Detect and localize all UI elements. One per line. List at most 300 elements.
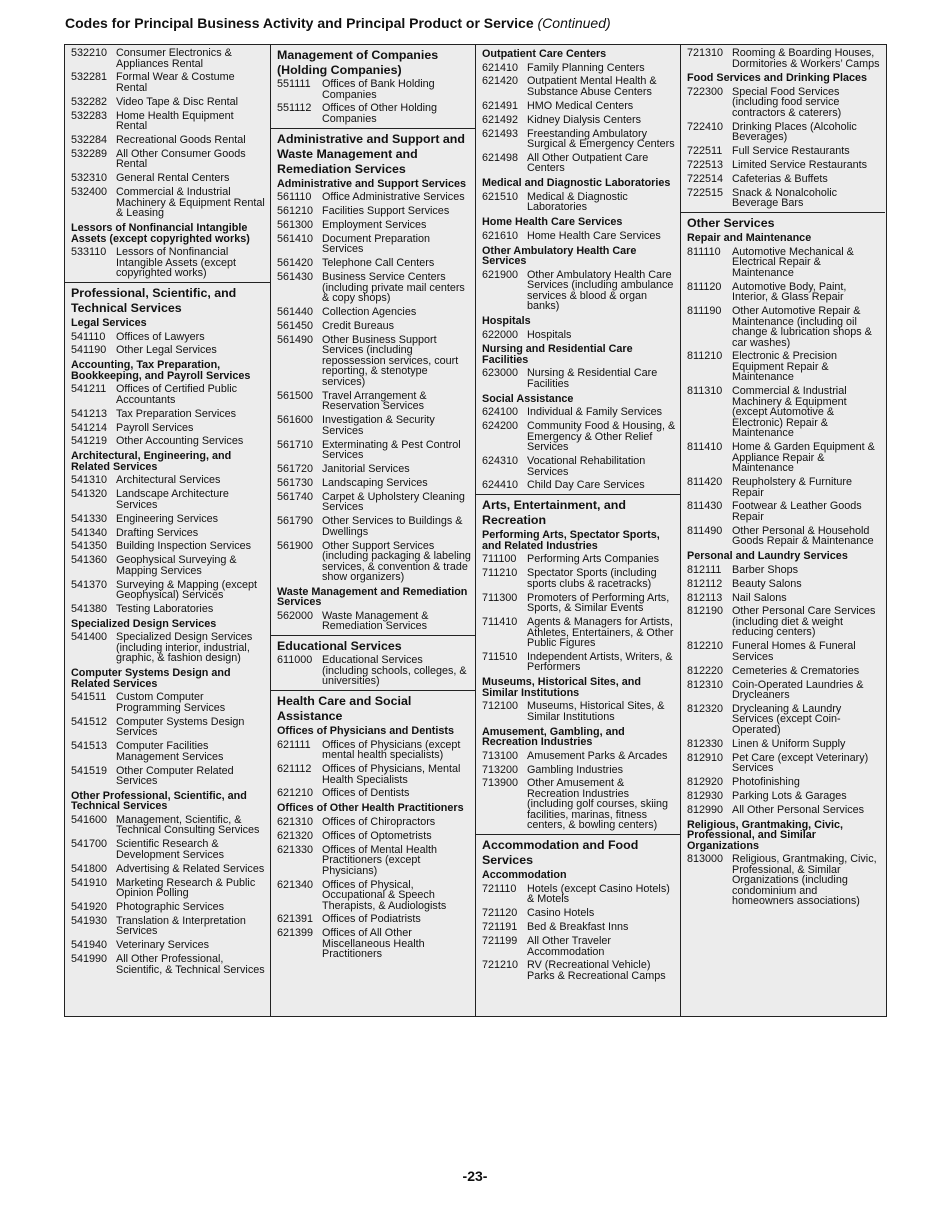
- code-entry: [681, 247, 885, 279]
- activity-code: 621493: [482, 127, 519, 140]
- activity-description: Surveying & Mapping (except Geophysical) Services: [116, 578, 258, 602]
- code-entry: [271, 335, 475, 388]
- code-entry: [681, 501, 885, 522]
- subsector-heading: Offices of Physicians and Dentists: [277, 725, 454, 738]
- code-entry: [681, 704, 885, 736]
- activity-description: Offices of Physicians, Mental Health Specialists: [322, 763, 461, 786]
- activity-code: 812190: [687, 605, 724, 618]
- activity-code: 621310: [277, 815, 314, 828]
- code-entry: [681, 160, 885, 171]
- activity-code: 561420: [277, 257, 314, 270]
- activity-description: Other Services to Buildings & Dwellings: [322, 515, 463, 538]
- activity-code: 813000: [687, 853, 724, 866]
- code-entry: [681, 593, 885, 604]
- code-entry: [65, 632, 270, 664]
- code-entry: [476, 922, 680, 933]
- activity-description: Testing Laboratories: [116, 603, 214, 616]
- activity-description: Nail Salons: [732, 591, 787, 604]
- sector-heading: Health Care and Social Assistance: [271, 690, 475, 725]
- activity-code: 811410: [687, 441, 723, 454]
- activity-code: 811190: [687, 305, 722, 318]
- activity-code: 621492: [482, 113, 519, 126]
- activity-description: Reupholstery & Furniture Repair: [732, 476, 853, 499]
- code-entry: [476, 617, 680, 649]
- code-entry: [681, 526, 885, 547]
- activity-code: 722410: [687, 120, 724, 133]
- code-entry: [65, 489, 270, 510]
- activity-code: 561210: [277, 205, 314, 218]
- activity-code: 541513: [71, 740, 108, 753]
- code-entry: [65, 916, 270, 937]
- subsector-heading: Accommodation: [482, 869, 567, 882]
- code-entry: [65, 475, 270, 486]
- activity-code: 532310: [71, 172, 108, 185]
- activity-code: 621391: [277, 913, 314, 926]
- subsector-heading: Performing Arts, Spectator Sports, and Related Industries: [482, 529, 660, 552]
- activity-description: Rooming & Boarding Houses, Dormitories & Workers’ Camps: [732, 47, 880, 70]
- activity-code: 622000: [482, 328, 519, 341]
- activity-description: Parking Lots & Garages: [732, 790, 847, 803]
- code-entry: [476, 115, 680, 126]
- activity-code: 713100: [482, 749, 519, 762]
- activity-description: Cemeteries & Crematories: [732, 664, 860, 677]
- activity-description: Educational Services (including schools, colleges, & universities): [322, 654, 467, 688]
- activity-description: Linen & Uniform Supply: [732, 737, 846, 750]
- activity-code: 812990: [687, 803, 724, 816]
- subsector-heading: Social Assistance: [482, 392, 574, 405]
- activity-code: 541211: [71, 383, 107, 396]
- codes-table: [64, 44, 887, 1017]
- activity-code: 621420: [482, 75, 519, 88]
- activity-code: 722515: [687, 186, 724, 199]
- activity-code: 561900: [277, 539, 314, 552]
- activity-code: 541360: [71, 554, 108, 567]
- column-2: [270, 45, 475, 1016]
- subsector-heading: Food Services and Drinking Places: [687, 72, 868, 85]
- activity-code: 721191: [482, 921, 518, 934]
- activity-description: Spectator Sports (including sports clubs & racetracks): [527, 567, 657, 590]
- activity-code: 541340: [71, 526, 108, 539]
- activity-description: All Other Personal Services: [732, 803, 865, 816]
- code-entry: [681, 777, 885, 788]
- code-entry: [65, 528, 270, 539]
- code-entry: [65, 345, 270, 356]
- code-entry: [681, 146, 885, 157]
- code-entry: [65, 839, 270, 860]
- activity-code: 711300: [482, 591, 518, 604]
- code-entry: [65, 815, 270, 836]
- activity-code: 624100: [482, 406, 519, 419]
- activity-code: 812210: [687, 640, 724, 653]
- activity-description: Individual & Family Services: [527, 406, 663, 419]
- activity-description: Specialized Design Services (including interior, industrial, graphic, & fashion design): [116, 631, 253, 665]
- code-entry: [681, 854, 885, 907]
- code-entry: [271, 541, 475, 583]
- activity-description: Other Personal & Household Goods Repair & Maintenance: [732, 524, 874, 548]
- activity-description: Bed & Breakfast Inns: [527, 921, 629, 934]
- code-entry: [476, 270, 680, 312]
- code-entry: [271, 464, 475, 475]
- activity-description: Pet Care (except Veterinary) Services: [732, 751, 869, 775]
- activity-description: All Other Outpatient Care Centers: [527, 151, 649, 175]
- activity-description: Gambling Industries: [527, 763, 624, 776]
- activity-description: Management, Scientific, & Technical Consulting Services: [116, 813, 260, 837]
- code-entry: [271, 391, 475, 412]
- activity-code: 621610: [482, 229, 519, 242]
- activity-code: 722514: [687, 172, 724, 185]
- activity-code: 532289: [71, 147, 108, 160]
- subsector-heading: Architectural, Engineering, and Related Services: [71, 450, 232, 473]
- activity-code: 541219: [71, 435, 108, 448]
- code-entry: [681, 477, 885, 498]
- activity-code: 811210: [687, 350, 723, 363]
- activity-description: Consumer Electronics & Appliances Rental: [116, 47, 232, 70]
- activity-description: All Other Consumer Goods Rental: [116, 147, 246, 171]
- activity-code: 561410: [277, 232, 314, 245]
- code-entry: [476, 368, 680, 389]
- activity-description: All Other Traveler Accommodation: [527, 935, 612, 958]
- code-entry: [65, 864, 270, 875]
- page-number: -23-: [462, 1168, 488, 1184]
- code-entry: [476, 593, 680, 614]
- activity-description: Offices of Physical, Occupational & Speech Therapists, & Audiologists: [322, 878, 447, 912]
- activity-description: Barber Shops: [732, 563, 799, 576]
- activity-description: Special Food Services (including food service contractors & caterers): [732, 85, 842, 119]
- code-entry: [476, 884, 680, 905]
- activity-description: Nursing & Residential Care Facilities: [527, 367, 658, 390]
- activity-code: 812220: [687, 664, 724, 677]
- activity-code: 721110: [482, 882, 517, 895]
- code-entry: [65, 717, 270, 738]
- activity-description: Collection Agencies: [322, 306, 417, 319]
- code-entry: [271, 79, 475, 100]
- code-entry: [476, 231, 680, 242]
- activity-code: 541400: [71, 631, 108, 644]
- activity-description: Independent Artists, Writers, & Performers: [527, 650, 673, 674]
- activity-description: Video Tape & Disc Rental: [116, 95, 239, 108]
- activity-code: 624200: [482, 420, 519, 433]
- activity-code: 713900: [482, 777, 519, 790]
- activity-code: 532284: [71, 134, 108, 147]
- activity-description: Funeral Homes & Funeral Services: [732, 640, 856, 663]
- activity-description: Medical & Diagnostic Laboratories: [527, 190, 628, 214]
- activity-description: Translation & Interpretation Services: [116, 914, 246, 938]
- activity-description: Kidney Dialysis Centers: [527, 113, 642, 126]
- activity-description: Offices of Mental Health Practitioners (except Physicians): [322, 843, 438, 877]
- activity-description: Offices of Podiatrists: [322, 913, 421, 926]
- subsector-heading: Personal and Laundry Services: [687, 550, 848, 563]
- subsector-heading: Medical and Diagnostic Laboratories: [482, 177, 671, 190]
- activity-code: 812111: [687, 563, 722, 576]
- activity-description: Architectural Services: [116, 474, 221, 487]
- activity-code: 532281: [71, 71, 108, 84]
- activity-code: 722513: [687, 159, 724, 172]
- code-entry: [65, 97, 270, 108]
- activity-code: 541214: [71, 421, 108, 434]
- code-entry: [65, 954, 270, 975]
- subsector-heading: Computer Systems Design and Related Services: [71, 667, 231, 690]
- code-entry: [65, 514, 270, 525]
- page-title: [65, 15, 611, 31]
- activity-code: 624410: [482, 479, 519, 492]
- code-entry: [271, 611, 475, 632]
- code-entry: [681, 739, 885, 750]
- code-entry: [271, 103, 475, 124]
- subsector-heading: Offices of Other Health Practitioners: [277, 802, 464, 815]
- activity-description: Full Service Restaurants: [732, 145, 850, 158]
- sector-heading: Educational Services: [271, 635, 475, 655]
- code-entry: [476, 101, 680, 112]
- activity-description: Travel Arrangement & Reservation Services: [322, 389, 427, 413]
- activity-code: 541940: [71, 939, 108, 952]
- activity-description: Freestanding Ambulatory Surgical & Emergency Centers: [527, 127, 675, 151]
- activity-code: 621498: [482, 151, 519, 164]
- activity-code: 621112: [277, 763, 312, 776]
- activity-code: 621410: [482, 61, 519, 74]
- activity-code: 541600: [71, 813, 108, 826]
- code-entry: [476, 456, 680, 477]
- activity-code: 561710: [277, 438, 314, 451]
- activity-code: 541330: [71, 512, 108, 525]
- code-entry: [65, 135, 270, 146]
- activity-description: Family Planning Centers: [527, 61, 645, 74]
- activity-description: Landscape Architecture Services: [116, 488, 229, 511]
- code-entry: [65, 187, 270, 219]
- activity-description: Veterinary Services: [116, 939, 210, 952]
- column-4: [680, 45, 885, 1016]
- activity-description: Museums, Historical Sites, & Similar Institutions: [527, 700, 665, 723]
- code-entry: [65, 541, 270, 552]
- activity-description: Offices of Other Holding Companies: [322, 102, 438, 125]
- activity-code: 561730: [277, 476, 314, 489]
- activity-code: 811310: [687, 385, 723, 398]
- activity-description: Electronic & Precision Equipment Repair & Maintenance: [732, 350, 838, 384]
- activity-description: Recreational Goods Rental: [116, 134, 246, 147]
- activity-description: Casino Hotels: [527, 907, 595, 920]
- activity-description: Footwear & Leather Goods Repair: [732, 500, 862, 523]
- code-entry: [65, 436, 270, 447]
- code-entry: [65, 766, 270, 787]
- activity-code: 561450: [277, 320, 314, 333]
- activity-description: Investigation & Security Services: [322, 414, 435, 437]
- activity-code: 621491: [482, 99, 519, 112]
- activity-code: 561500: [277, 389, 314, 402]
- code-entry: [271, 845, 475, 877]
- code-entry: [476, 330, 680, 341]
- code-entry: [681, 753, 885, 774]
- activity-description: Other Accounting Services: [116, 435, 244, 448]
- code-entry: [65, 604, 270, 615]
- activity-code: 624310: [482, 455, 519, 468]
- activity-code: 541920: [71, 901, 108, 913]
- activity-code: 812310: [687, 678, 724, 691]
- activity-description: Home Health Equipment Rental: [116, 109, 234, 133]
- code-entry: [476, 568, 680, 589]
- activity-code: 533110: [71, 246, 107, 259]
- activity-description: Amusement Parks & Arcades: [527, 749, 668, 762]
- code-entry: [476, 63, 680, 74]
- code-entry: [271, 764, 475, 785]
- activity-description: Offices of Certified Public Accountants: [116, 383, 238, 406]
- activity-description: Advertising & Related Services: [116, 862, 265, 875]
- code-entry: [681, 442, 885, 474]
- code-entry: [271, 415, 475, 436]
- activity-code: 561440: [277, 306, 314, 319]
- activity-code: 541700: [71, 838, 108, 851]
- code-entry: [476, 192, 680, 213]
- activity-code: 541380: [71, 603, 108, 616]
- activity-code: 541512: [71, 715, 108, 728]
- code-entry: [271, 492, 475, 513]
- activity-code: 541519: [71, 764, 108, 777]
- activity-description: Religious, Grantmaking, Civic, Professional, & Similar Organizations (including condominium and homeowners associations): [732, 853, 877, 908]
- activity-description: Limited Service Restaurants: [732, 159, 868, 172]
- activity-code: 812330: [687, 737, 724, 750]
- code-entry: [271, 307, 475, 318]
- activity-description: Business Service Centers (including private mail centers & copy shops): [322, 271, 465, 305]
- activity-code: 621330: [277, 843, 314, 856]
- activity-description: Document Preparation Services: [322, 232, 431, 256]
- activity-description: Engineering Services: [116, 512, 219, 525]
- activity-description: Exterminating & Pest Control Services: [322, 438, 461, 462]
- activity-description: Geophysical Surveying & Mapping Services: [116, 554, 237, 577]
- activity-description: Commercial & Industrial Machinery & Equipment (except Automotive & Electronic) Repair & Maintenance: [732, 385, 847, 440]
- code-entry: [681, 791, 885, 802]
- code-entry: [681, 666, 885, 677]
- code-entry: [65, 247, 270, 279]
- activity-description: Drafting Services: [116, 526, 199, 539]
- code-entry: [65, 580, 270, 601]
- activity-description: Facilities Support Services: [322, 205, 450, 218]
- subsector-heading: Repair and Maintenance: [687, 232, 812, 245]
- activity-description: Janitorial Services: [322, 462, 410, 475]
- activity-description: Employment Services: [322, 219, 427, 232]
- activity-description: Commercial & Industrial Machinery & Equipment Rental & Leasing: [116, 186, 265, 220]
- code-entry: [476, 960, 680, 981]
- activity-description: Hotels (except Casino Hotels) & Motels: [527, 882, 670, 906]
- code-entry: [271, 914, 475, 925]
- activity-description: Offices of All Other Miscellaneous Health Practitioners: [322, 927, 425, 961]
- activity-description: Agents & Managers for Artists, Athletes, Entertainers, & Other Public Figures: [527, 616, 674, 650]
- activity-code: 541990: [71, 953, 108, 966]
- activity-code: 621210: [277, 787, 314, 800]
- activity-code: 621320: [277, 829, 314, 842]
- column-3: [475, 45, 680, 1016]
- activity-description: Tax Preparation Services: [116, 407, 237, 420]
- code-entry: [65, 423, 270, 434]
- activity-description: Computer Systems Design Services: [116, 715, 245, 739]
- activity-description: Other Amusement & Recreation Industries (including golf courses, skiing facilities, marinas, fitness centers, & bowling centers): [527, 777, 669, 832]
- code-entry: [271, 740, 475, 761]
- activity-description: Drinking Places (Alcoholic Beverages): [732, 120, 857, 144]
- activity-description: Home & Garden Equipment & Appliance Repair & Maintenance: [732, 441, 875, 475]
- code-entry: [65, 692, 270, 713]
- activity-code: 532210: [71, 47, 108, 59]
- activity-description: Automotive Body, Paint, Interior, & Glass Repair: [732, 280, 847, 304]
- code-entry: [271, 831, 475, 842]
- activity-description: Building Inspection Services: [116, 540, 252, 553]
- code-entry: [681, 579, 885, 590]
- activity-code: 721310: [687, 47, 724, 59]
- subsector-heading: Lessors of Nonfinancial Intangible Assets (except copyrighted works): [71, 222, 250, 245]
- activity-description: Coin-Operated Laundries & Drycleaners: [732, 678, 864, 702]
- activity-code: 712100: [482, 700, 519, 713]
- activity-description: Carpet & Upholstery Cleaning Services: [322, 490, 465, 514]
- subsector-heading: Other Professional, Scientific, and Technical Services: [71, 789, 247, 813]
- subsector-heading: Waste Management and Remediation Services: [277, 585, 468, 609]
- activity-description: Promoters of Performing Arts, Sports, & Similar Events: [527, 591, 670, 615]
- code-entry: [681, 641, 885, 662]
- subsector-heading: Nursing and Residential Care Facilities: [482, 343, 633, 366]
- subsector-heading: Religious, Grantmaking, Civic, Professional, and Similar Organizations: [687, 818, 843, 852]
- subsector-heading: Home Health Care Services: [482, 216, 623, 229]
- activity-description: Offices of Physicians (except mental health specialists): [322, 738, 461, 762]
- activity-description: Landscaping Services: [322, 476, 428, 489]
- activity-description: RV (Recreational Vehicle) Parks & Recreational Camps: [527, 959, 666, 982]
- code-entry: [65, 173, 270, 184]
- code-entry: [271, 234, 475, 255]
- code-entry: [271, 516, 475, 537]
- activity-description: Outpatient Mental Health & Substance Abuse Centers: [527, 75, 657, 98]
- sector-heading: Accommodation and Food Services: [476, 834, 680, 869]
- code-entry: [476, 129, 680, 150]
- code-entry: [271, 440, 475, 461]
- activity-code: 711100: [482, 553, 517, 566]
- code-entry: [271, 258, 475, 269]
- activity-code: 561790: [277, 515, 314, 528]
- activity-code: 541320: [71, 488, 108, 501]
- activity-code: 811430: [687, 500, 723, 513]
- activity-code: 812112: [687, 577, 723, 590]
- activity-description: Scientific Research & Development Services: [116, 838, 225, 861]
- activity-description: Waste Management & Remediation Services: [322, 609, 429, 633]
- activity-code: 711510: [482, 650, 518, 663]
- code-entry: [65, 72, 270, 93]
- code-entry: [681, 306, 885, 348]
- subsector-heading: Hospitals: [482, 315, 531, 328]
- code-entry: [65, 149, 270, 170]
- activity-description: Hospitals: [527, 328, 572, 341]
- activity-code: 721210: [482, 959, 519, 972]
- activity-description: Automotive Mechanical & Electrical Repair & Maintenance: [732, 245, 854, 279]
- code-entry: [476, 421, 680, 453]
- code-entry: [476, 751, 680, 762]
- code-entry: [681, 606, 885, 638]
- activity-code: 621510: [482, 190, 519, 203]
- activity-description: Performing Arts Companies: [527, 553, 660, 566]
- activity-code: 713200: [482, 763, 519, 776]
- code-entry: [681, 351, 885, 383]
- code-entry: [271, 192, 475, 203]
- activity-code: 621340: [277, 878, 314, 891]
- activity-code: 722300: [687, 85, 724, 98]
- code-entry: [271, 321, 475, 332]
- code-entry: [476, 765, 680, 776]
- sector-heading: Arts, Entertainment, and Recreation: [476, 494, 680, 529]
- activity-code: 541910: [71, 876, 108, 889]
- code-entry: [476, 407, 680, 418]
- activity-code: 811420: [687, 476, 723, 489]
- activity-description: Beauty Salons: [732, 577, 802, 590]
- activity-code: 562000: [277, 609, 314, 622]
- code-entry: [681, 174, 885, 185]
- code-entry: [65, 111, 270, 132]
- activity-description: Offices of Optometrists: [322, 829, 432, 842]
- code-entry: [476, 701, 680, 722]
- activity-code: 541350: [71, 540, 108, 553]
- activity-code: 721199: [482, 935, 518, 948]
- code-entry: [271, 206, 475, 217]
